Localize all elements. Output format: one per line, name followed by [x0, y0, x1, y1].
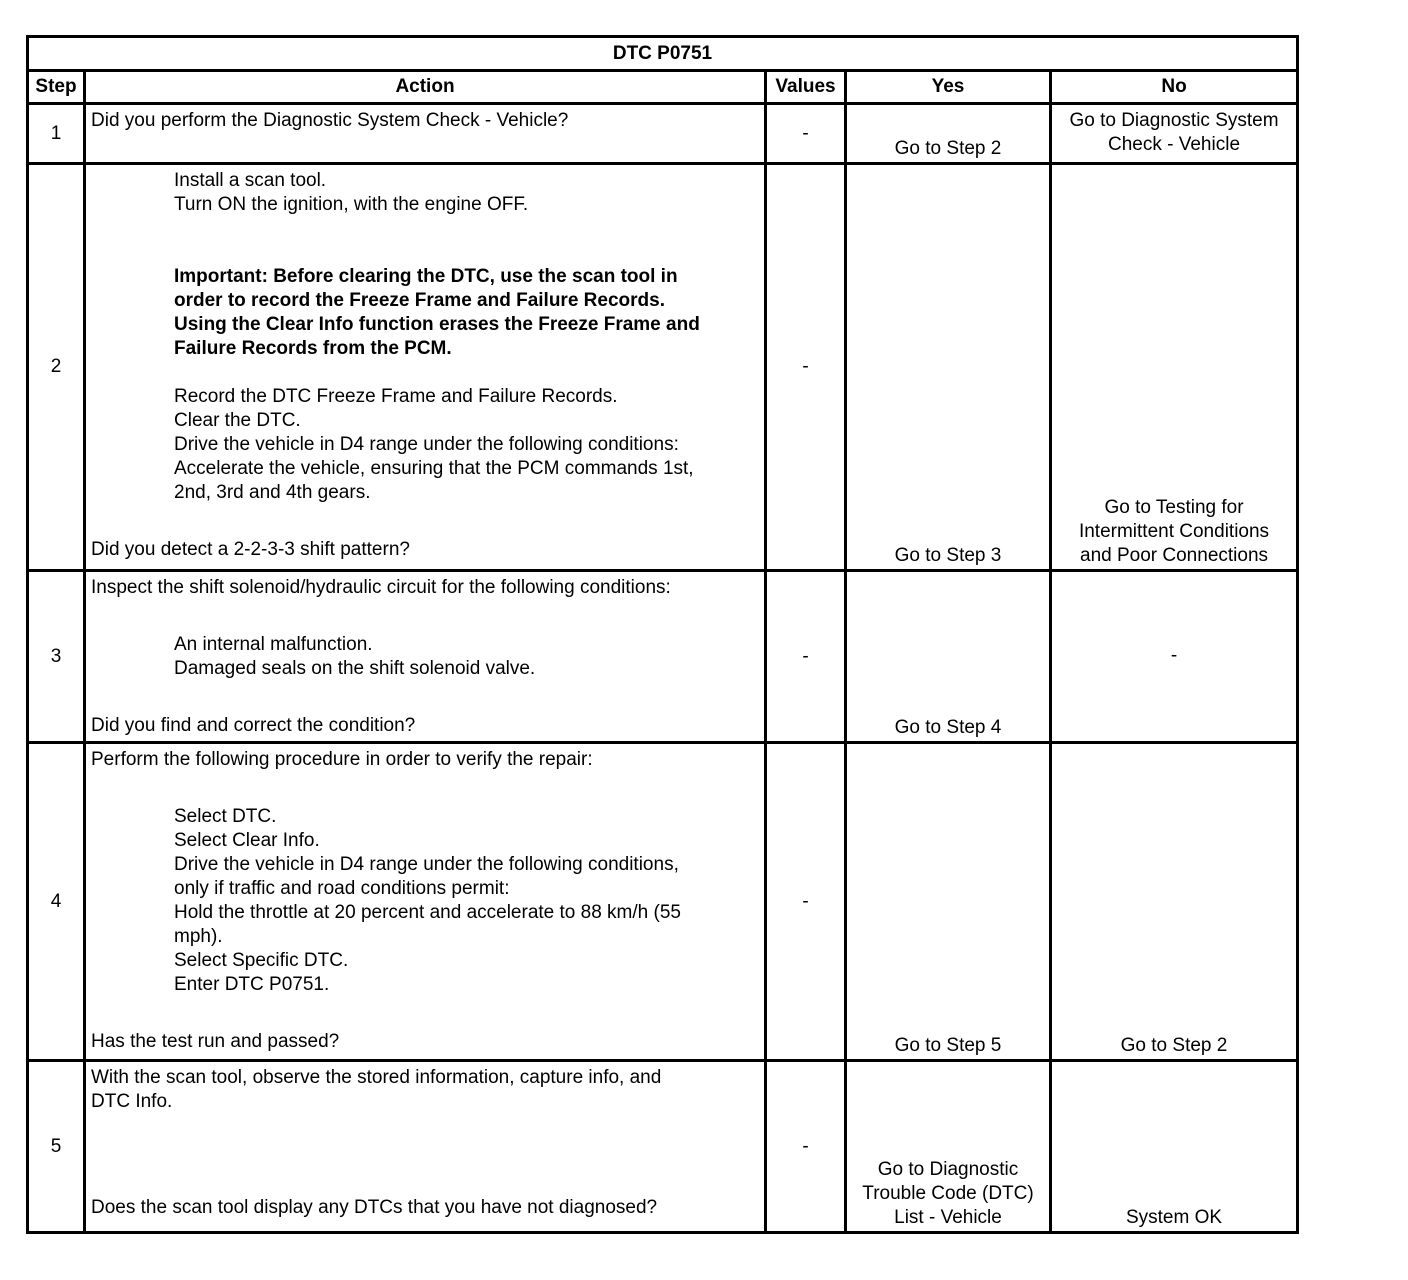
no-cell: [1051, 104, 1298, 164]
no-line: Check - Vehicle: [1108, 134, 1241, 155]
values-cell: -: [766, 104, 846, 164]
action-step: Turn ON the ignition, with the engine OFF.: [174, 194, 529, 215]
table-row: [28, 164, 1298, 571]
spacer: [91, 600, 759, 633]
action-step: Hold the throttle at 20 percent and accelerate to 88 km/h (55: [174, 902, 681, 923]
action-cell: [85, 1061, 766, 1233]
no-cell: Go to Step 2: [1051, 743, 1298, 1061]
action-intro: DTC Info.: [91, 1091, 173, 1112]
spacer: [91, 505, 759, 538]
important-note: order to record the Freeze Frame and Failure Records.: [174, 290, 665, 311]
no-cell: -: [1051, 571, 1298, 743]
no-line: Go to Testing for: [1104, 497, 1244, 518]
header-no: No: [1051, 71, 1298, 104]
action-intro: Perform the following procedure in order to verify the repair:: [91, 749, 593, 770]
table-row: [28, 571, 1298, 743]
no-cell: [1051, 164, 1298, 571]
yes-cell: Go to Step 3: [846, 164, 1051, 571]
important-note: Important: Before clearing the DTC, use the scan tool in: [174, 266, 678, 287]
action-step: mph).: [174, 926, 223, 947]
important-note: Using the Clear Info function erases the Freeze Frame and: [174, 314, 700, 335]
spacer: [91, 681, 759, 714]
action-cell: [85, 164, 766, 571]
action-step: Select Specific DTC.: [174, 950, 349, 971]
spacer: [91, 1114, 759, 1196]
action-step: Select Clear Info.: [174, 830, 320, 851]
yes-cell: Go to Step 5: [846, 743, 1051, 1061]
table-title: DTC P0751: [28, 37, 1298, 71]
action-step: Clear the DTC.: [174, 410, 301, 431]
header-yes: Yes: [846, 71, 1051, 104]
values-cell: -: [766, 164, 846, 571]
action-cell: [85, 743, 766, 1061]
table-row: [28, 1061, 1298, 1233]
action-intro: With the scan tool, observe the stored information, capture info, and: [91, 1067, 662, 1088]
important-note: Failure Records from the PCM.: [174, 338, 452, 359]
yes-line: Trouble Code (DTC): [862, 1183, 1034, 1204]
action-question: Did you detect a 2-2-3-3 shift pattern?: [91, 539, 410, 560]
values-cell: -: [766, 571, 846, 743]
spacer: [91, 361, 759, 385]
action-step: 2nd, 3rd and 4th gears.: [174, 482, 371, 503]
step-number: 4: [28, 743, 85, 1061]
values-cell: -: [766, 1061, 846, 1233]
no-line: Intermittent Conditions: [1078, 521, 1270, 542]
header-values: Values: [766, 71, 846, 104]
action-step: Install a scan tool.: [174, 170, 327, 191]
action-question: Did you perform the Diagnostic System Check - Vehicle?: [91, 110, 569, 131]
action-step: Record the DTC Freeze Frame and Failure Records.: [174, 386, 618, 407]
action-step: Enter DTC P0751.: [174, 974, 330, 995]
action-step: Accelerate the vehicle, ensuring that the PCM commands 1st,: [174, 458, 694, 479]
step-number: 5: [28, 1061, 85, 1233]
action-intro: Inspect the shift solenoid/hydraulic circuit for the following conditions:: [91, 577, 671, 598]
dtc-table: [26, 35, 1299, 1234]
action-cell: [85, 571, 766, 743]
yes-line: Go to Diagnostic: [877, 1159, 1019, 1180]
header-step: Step: [28, 71, 85, 104]
yes-line: List - Vehicle: [894, 1207, 1002, 1228]
no-line: and Poor Connections: [1080, 545, 1269, 566]
action-question: Does the scan tool display any DTCs that you have not diagnosed?: [91, 1197, 658, 1218]
yes-cell: [846, 1061, 1051, 1233]
yes-cell: Go to Step 2: [846, 104, 1051, 164]
action-cell: [85, 104, 766, 164]
action-question: Has the test run and passed?: [91, 1031, 340, 1052]
action-step: Drive the vehicle in D4 range under the following conditions:: [174, 434, 679, 455]
table-row: [28, 104, 1298, 164]
step-number: 1: [28, 104, 85, 164]
no-line: Go to Diagnostic System: [1069, 110, 1279, 131]
header-row: [28, 71, 1298, 104]
step-number: 2: [28, 164, 85, 571]
table-row: [28, 743, 1298, 1061]
header-action: Action: [85, 71, 766, 104]
values-cell: -: [766, 743, 846, 1061]
spacer: [91, 217, 759, 265]
step-number: 3: [28, 571, 85, 743]
yes-cell: Go to Step 4: [846, 571, 1051, 743]
spacer: [91, 772, 759, 805]
action-question: Did you find and correct the condition?: [91, 715, 416, 736]
spacer: [91, 997, 759, 1030]
action-step: An internal malfunction.: [174, 634, 373, 655]
action-step: Damaged seals on the shift solenoid valve.: [174, 658, 536, 679]
no-cell: System OK: [1051, 1061, 1298, 1233]
action-step: Drive the vehicle in D4 range under the following conditions,: [174, 854, 679, 875]
action-step: Select DTC.: [174, 806, 277, 827]
action-step: only if traffic and road conditions permit:: [174, 878, 510, 899]
